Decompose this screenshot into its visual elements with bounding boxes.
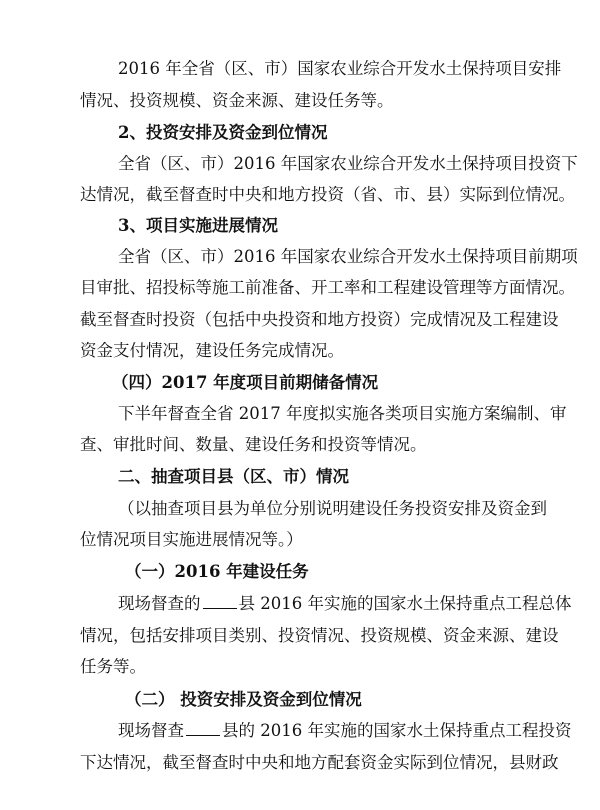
- paragraph-line-13-end: 县 2016 年实施的国家水土保持重点工程总体: [238, 594, 572, 613]
- section-heading-county-check: 二、抽查项目县（区、市）情况: [118, 467, 349, 486]
- paragraph-line-14: 情况，包括安排项目类别、投资情况、投资规模、资金来源、建设: [80, 626, 559, 645]
- section-heading-2016-tasks: （一）2016 年建设任务: [125, 562, 309, 581]
- paragraph-line-8: 资金支付情况，建设任务完成情况。: [80, 341, 344, 360]
- paragraph-line-6: 目审批、招投标等施工前准备、开工率和工程建设管理等方面情况。: [80, 278, 575, 297]
- paragraph-line-11: （以抽查项目县为单位分别说明建设任务投资安排及资金到: [118, 499, 547, 518]
- paragraph-line-4: 达情况，截至督查时中央和地方投资（省、市、县）实际到位情况。: [80, 185, 575, 204]
- section-heading-investment-2: （二） 投资安排及资金到位情况: [125, 690, 362, 709]
- paragraph-line-9: 下半年督查全省 2017 年度拟实施各类项目实施方案编制、审: [118, 404, 567, 423]
- paragraph-line-16-end: 县的 2016 年实施的国家水土保持重点工程投资: [222, 721, 572, 740]
- paragraph-line-15: 任务等。: [80, 657, 146, 676]
- paragraph-line-7: 截至督查时投资（包括中央投资和地方投资）完成情况及工程建设: [80, 310, 559, 329]
- section-heading-investment: 2、投资安排及资金到位情况: [118, 123, 328, 142]
- paragraph-line-13-start: 现场督查的: [118, 594, 201, 613]
- paragraph-line-1: 2016 年全省（区、市）国家农业综合开发水土保持项目安排: [118, 59, 562, 78]
- paragraph-line-3: 全省（区、市）2016 年国家农业综合开发水土保持项目投资下: [118, 154, 578, 173]
- paragraph-line-2: 情况、投资规模、资金来源、建设任务等。: [80, 91, 394, 110]
- paragraph-line-16: [118, 720, 571, 742]
- fill-in-blank: [203, 594, 237, 609]
- paragraph-line-12: 位情况项目实施进展情况等。）: [80, 530, 303, 549]
- paragraph-line-5: 全省（区、市）2016 年国家农业综合开发水土保持项目前期项: [118, 247, 578, 266]
- paragraph-line-13: [118, 593, 571, 615]
- paragraph-line-10: 查、审批时间、数量、建设任务和投资等情况。: [80, 435, 427, 454]
- fill-in-blank: [186, 721, 220, 736]
- paragraph-line-17: 下达情况，截至督查时中央和地方配套资金实际到位情况，县财政: [80, 753, 559, 772]
- section-heading-progress: 3、项目实施进展情况: [118, 216, 278, 235]
- section-heading-2017-reserve: （四）2017 年度项目前期储备情况: [112, 373, 379, 392]
- paragraph-line-16-start: 现场督查: [118, 721, 184, 740]
